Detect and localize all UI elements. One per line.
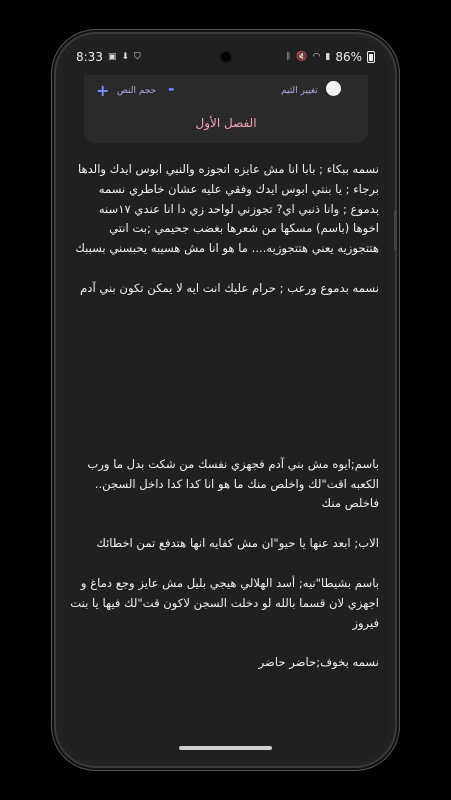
home-indicator[interactable]: [179, 746, 272, 750]
mute-icon: 🔇: [296, 52, 308, 62]
settings-row: [84, 81, 368, 105]
story-paragraph: الاب; ابعد عنها يا حيو"ان مش كفايه انها هتدفع تمن اخطائك: [96, 536, 379, 551]
story-paragraph: نسمه بدموع ورعب ; حرام عليك انت ايه لا يمكن تكون بني آدم: [80, 280, 379, 295]
screen: [62, 40, 389, 760]
story-text: [70, 160, 379, 693]
theme-label: تغيير الثيم: [281, 86, 318, 96]
story-paragraph: باسم;ايوه مش بني آدم فجهزي نفسك من شكت بدل ما ورب الكعبه اقت"لك واخلص منك ما هو انا كدا كدا داخل السجن.. فاخلص منك: [87, 456, 379, 511]
signal-icon: ▮: [325, 52, 331, 62]
battery-icon: [367, 51, 375, 63]
front-camera: [219, 50, 233, 64]
increase-font-button[interactable]: +: [96, 81, 110, 100]
wifi-icon: ◠: [312, 52, 321, 62]
story-paragraph: نسمه ببكاء ; بابا انا مش عايزه اتجوزه والنبي ابوس ايدك والدها برجاء ; يا بنتي ابوس ايدك وفقي عليه عشان خاطري نسمه بدموع ; وانا ذنبي اي? تجوزني لواحد زي دا انا عندي ١٧سنه: [77, 162, 379, 216]
clock: 8:33: [76, 50, 103, 64]
download-icon: ⬇: [121, 52, 130, 62]
blank-space: [70, 319, 379, 455]
bluetooth-icon: ᛒ: [285, 52, 292, 62]
battery-percent: 86%: [335, 50, 362, 64]
decrease-font-button[interactable]: -: [168, 79, 175, 98]
chapter-title: الفصل الأول: [195, 116, 257, 130]
shield-icon: ⛉: [134, 52, 141, 62]
image-icon: ▣: [107, 52, 117, 62]
story-paragraph: اخوها (باسم) مسكها من شعرها بغضب جحيمي ;بت انتي هتتجوزيه يعني هتتجوزيه.... ما هو انا مش هسيبه يحبسني بسببك: [75, 221, 379, 256]
font-size-label: حجم النص: [117, 86, 157, 96]
power-button: [394, 210, 397, 250]
theme-toggle[interactable]: [326, 81, 341, 96]
reader-settings-panel: [84, 75, 368, 143]
story-paragraph: باسم بشيطا"نيه; أسد الهلالي هيجي بليل مش عايز وجع دماغ و اجهزي لان قسما بالله لو دخلت السجن لاكون قت"لك فيها يا بنت فيروز: [70, 575, 379, 630]
status-left: [76, 50, 141, 64]
story-paragraph: نسمه بخوف;حاضر حاضر: [258, 655, 379, 670]
status-right: [286, 50, 375, 64]
